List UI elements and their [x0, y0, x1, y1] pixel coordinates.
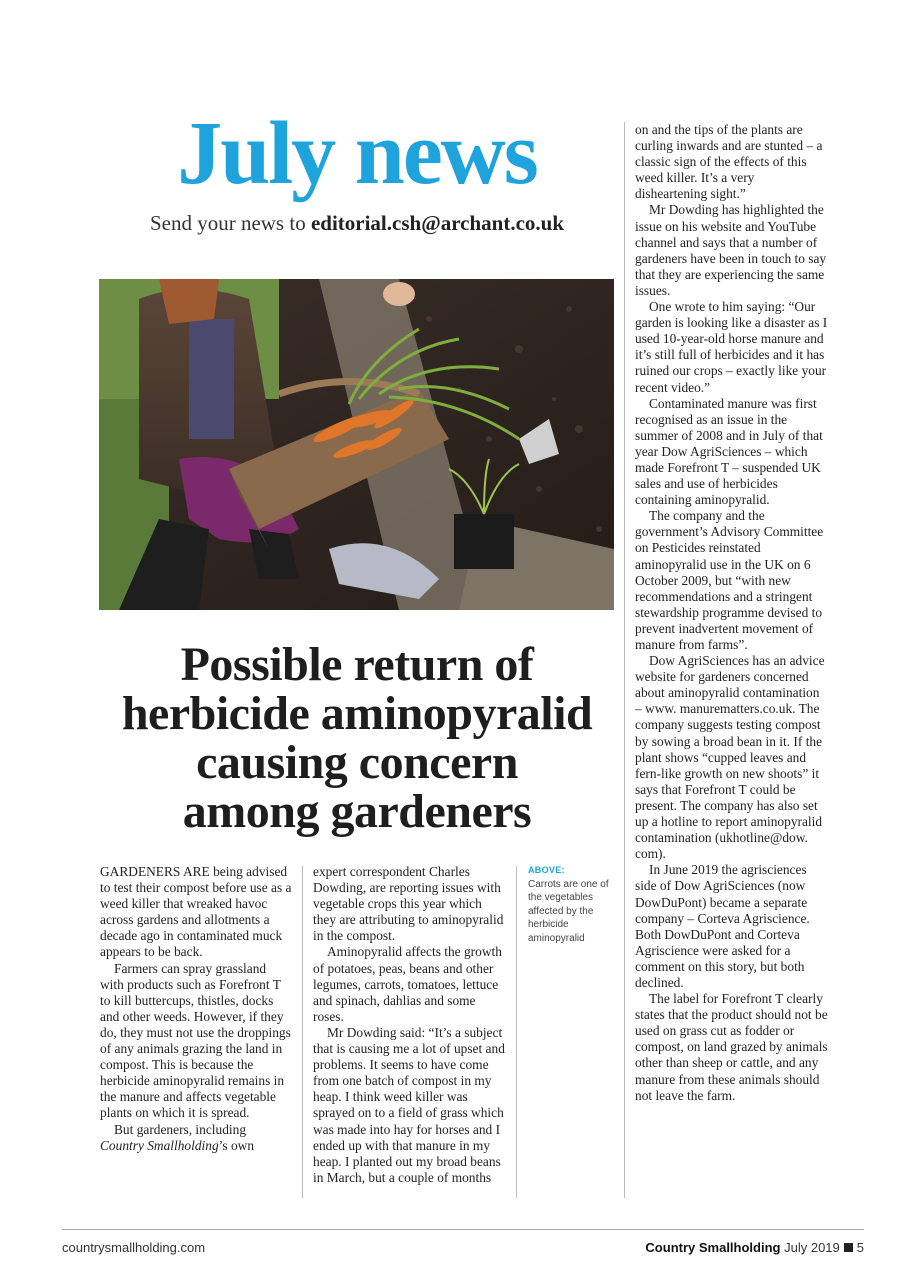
- paragraph: The label for Forefront T clearly states that the product should not be used on grass cut as fodder or compost, on land grazed by animals other than sheep or cattle, and any manure from these animals should not leave the farm.: [635, 991, 828, 1103]
- footer-folio: [645, 1240, 864, 1255]
- paragraph: In June 2019 the agrisciences side of Dow AgriSciences (now DowDuPont) became a separate company – Corteva Agriscience. Both DowDuPont and Corteva Agriscience were asked for a comment on this story, but both declined.: [635, 862, 810, 990]
- column-divider: [516, 866, 517, 1198]
- footer-website-link[interactable]: countrysmallholding.com: [62, 1240, 206, 1255]
- headline-line-4: among gardeners: [182, 785, 532, 838]
- paragraph: Dow AgriSciences has an advice website for gardeners concerned about aminopyralid contamination – www. manurematters.co.uk. The company suggests testing compost by sowing a broad bean in it. If the plant shows “cupped leaves and fern-like growth on new shoots” it says that Forefront T could be present. The company has also set up a hotline to report aminopyralid contamination (ukhotline@dow. com).: [635, 653, 825, 862]
- paragraph: The company and the government’s Advisory Committee on Pesticides reinstated aminopyralid use in the UK on 6 October 2009, but “with new recommendations and a stringent stewardship programme devised to prevent inadvertent movement of manure from farms”.: [635, 508, 824, 652]
- footer-divider: [62, 1229, 864, 1230]
- paragraph: Contaminated manure was first recognised as an issue in the summer of 2008 and in July of that year Dow AgriSciences – which made Forefront T – suspended UK sales and use of herbicides containing aminopyralid.: [635, 395, 823, 508]
- article-column-2: [313, 864, 508, 1186]
- paragraph: One wrote to him saying: “Our garden is looking like a disaster as I used 10-year-old horse manure and it’s still full of herbicides and it has ruined our crops – exactly like your recent video.”: [635, 299, 828, 395]
- paragraph-text: But gardeners, including: [114, 1121, 247, 1137]
- news-tagline: [100, 211, 614, 236]
- caption-label: ABOVE:: [528, 865, 565, 875]
- paragraph-text: ’s own: [218, 1137, 255, 1153]
- footer-magazine-name: Country Smallholding: [645, 1240, 781, 1255]
- article-headline: [100, 640, 614, 836]
- tagline-prefix: Send your news to: [149, 211, 306, 235]
- footer-issue: July 2019: [784, 1240, 840, 1255]
- headline-line-1: Possible return of: [180, 638, 534, 691]
- paragraph: Aminopyralid affects the growth of potatoes, peas, beans and other legumes, carrots, tomatoes, lettuce and spinach, dahlias and some roses.: [313, 944, 502, 1024]
- paragraph: Mr Dowding has highlighted the issue on his website and YouTube channel and says that a number of gardeners have been in touch to say that they are experiencing the same issues.: [635, 202, 827, 298]
- paragraph: [100, 1122, 292, 1154]
- paragraph: GARDENERS ARE being advised to test their compost before use as a weed killer that wreaked havoc across gardens and allotments a decade ago in contaminated muck appears to be back.: [100, 864, 292, 960]
- paragraph: on and the tips of the plants are curling inwards and are stunted – a classic sign of the effects of this weed killer. It’s a very disheartening sight.”: [635, 122, 823, 202]
- paragraph: Farmers can spray grassland with products such as Forefront T to kill buttercups, thistles, docks and other weeds. However, if they do, they must not use the droppings of any animals grazing the land in compost. This is because the herbicide aminopyralid remains in the manure and affects vegetable plants on which it is spread.: [100, 960, 291, 1121]
- section-title: July news: [177, 104, 537, 203]
- paragraph: expert correspondent Charles Dowding, are reporting issues with vegetable crops this year which they are attributing to aminopyralid in the compost.: [313, 864, 504, 944]
- square-bullet-icon: [844, 1243, 853, 1252]
- gardener-carrots-image: [99, 279, 614, 610]
- tagline-email-link[interactable]: editorial.csh@archant.co.uk: [310, 211, 565, 235]
- section-masthead: [100, 104, 614, 203]
- page-number: 5: [856, 1240, 864, 1255]
- headline-line-2: herbicide aminopyralid: [121, 687, 593, 740]
- column-divider: [302, 866, 303, 1198]
- magazine-name-italic: Country Smallholding: [100, 1137, 219, 1153]
- paragraph: Mr Dowding said: “It’s a subject that is causing me a lot of upset and problems. It seems to have come from one batch of compost in my heap. I think weed killer was sprayed on to a field of grass which was made into hay for horses and I ended up with that manure in my heap. I planted out my broad beans in March, but a couple of months: [313, 1024, 505, 1185]
- column-divider: [624, 122, 625, 1198]
- article-photo: [99, 279, 614, 610]
- article-column-4: [635, 122, 829, 1104]
- caption-text: Carrots are one of the vegetables affected by the herbicide aminopyralid: [528, 878, 609, 944]
- photo-caption: [528, 864, 618, 945]
- headline-line-3: causing concern: [196, 736, 518, 789]
- article-column-1: [100, 864, 292, 1154]
